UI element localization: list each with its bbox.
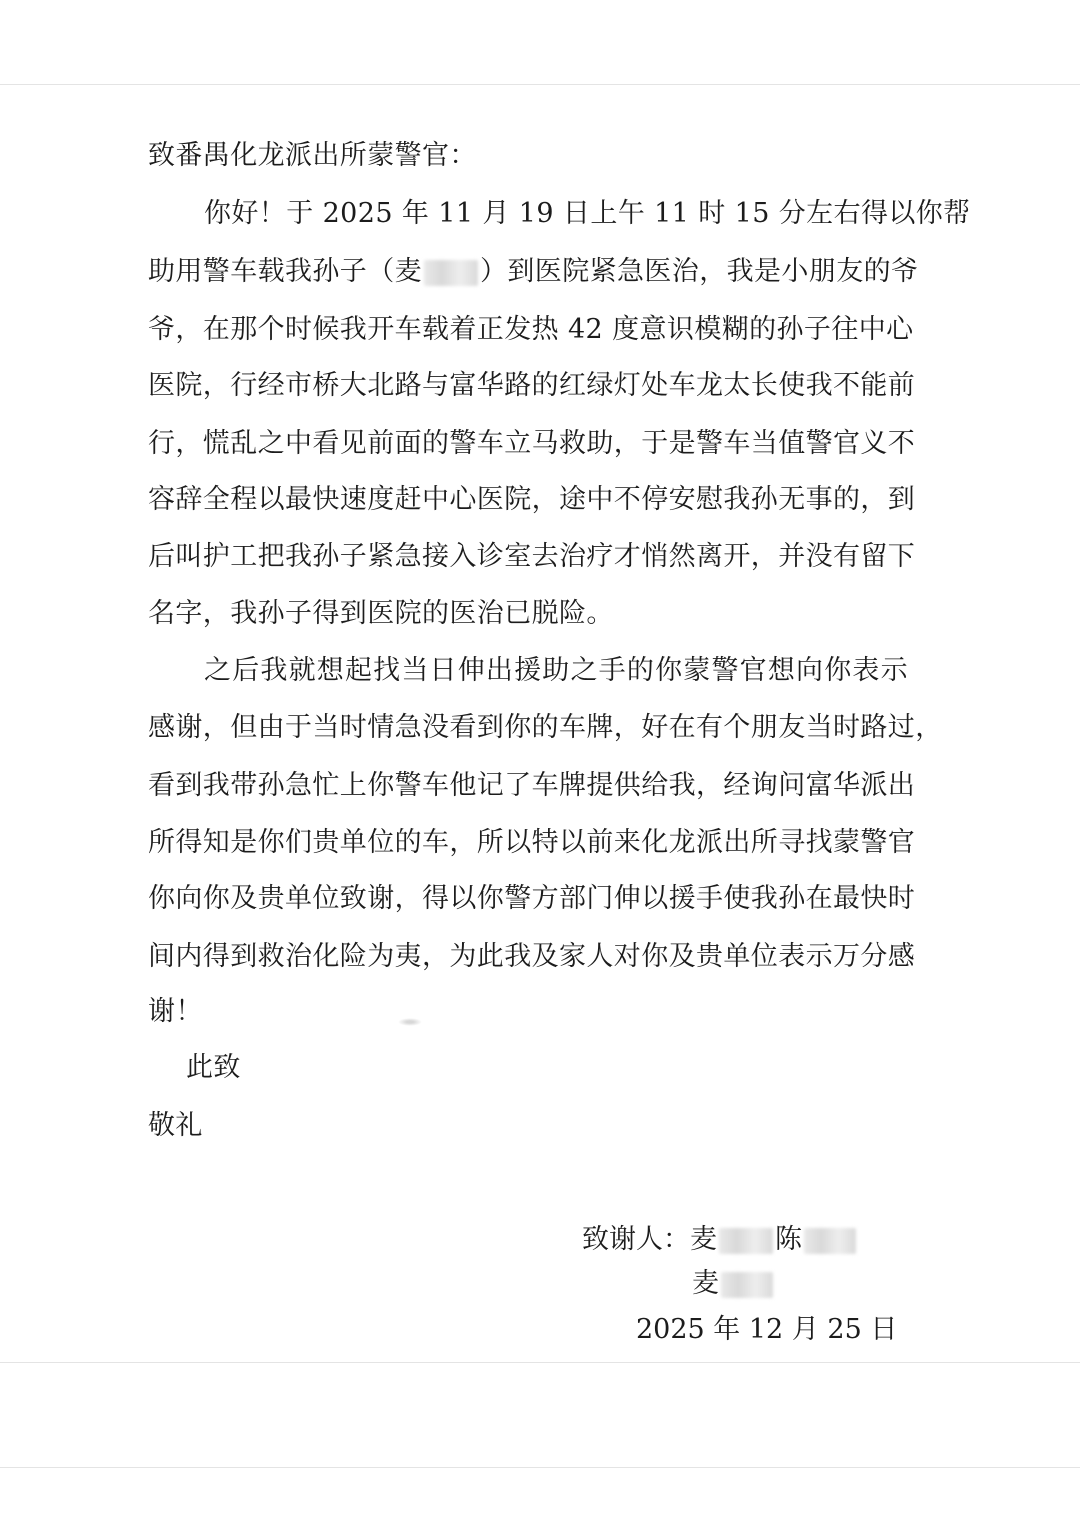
body-line: 之后我就想起找当日伸出援助之手的你蒙警官想向你表示	[204, 655, 908, 686]
redacted-name	[721, 1272, 773, 1298]
body-line: 后叫护工把我孙子紧急接入诊室去治疗才悄然离开，并没有留下	[148, 541, 916, 572]
body-line: 行，慌乱之中看见前面的警车立马救助，于是警车当值警官义不	[148, 428, 916, 459]
signer3-surname: 麦	[692, 1268, 719, 1299]
redacted-name	[719, 1228, 773, 1254]
closing-jingli: 敬礼	[148, 1110, 203, 1141]
signer-label: 致谢人：	[582, 1224, 690, 1255]
letter-date: 2025 年 12 月 25 日	[636, 1314, 898, 1345]
body-line: 你向你及贵单位致谢，得以你警方部门伸以援手使我孙在最快时	[148, 883, 916, 914]
scan-speck	[398, 1018, 422, 1026]
redacted-name	[424, 260, 478, 286]
scan-bottom-line	[0, 1362, 1080, 1363]
body-line: 感谢，但由于当时情急没看到你的车牌，好在有个朋友当时路过，	[148, 712, 943, 743]
scan-top-edge	[0, 84, 1080, 85]
body-text: 助用警车载我孙子（麦	[148, 256, 422, 287]
closing-cizhi: 此致	[186, 1052, 241, 1083]
body-line: 谢！	[148, 996, 203, 1027]
signer-line	[582, 1220, 858, 1260]
body-line: 所得知是你们贵单位的车，所以特以前来化龙派出所寻找蒙警官	[148, 827, 916, 858]
body-line: 看到我带孙急忙上你警车他记了车牌提供给我，经询问富华派出	[148, 770, 916, 801]
body-line: 容辞全程以最快速度赶中心医院，途中不停安慰我孙无事的，到	[148, 484, 916, 515]
body-text: ）到医院紧急医治，我是小朋友的爷	[480, 256, 919, 287]
body-line: 你好！于 2025 年 11 月 19 日上午 11 时 15 分左右得以你帮	[204, 198, 971, 229]
body-line: 爷，在那个时候我开车载着正发热 42 度意识模糊的孙子往中心	[148, 314, 914, 345]
body-line: 间内得到救治化险为夷，为此我及家人对你及贵单位表示万分感	[148, 941, 916, 972]
signer1-surname: 麦	[690, 1224, 717, 1255]
signer-line-2	[692, 1264, 775, 1304]
body-line: 医院，行经市桥大北路与富华路的红绿灯处车龙太长使我不能前	[148, 370, 916, 401]
scan-bottom-line-2	[0, 1467, 1080, 1468]
body-line	[148, 252, 919, 292]
salutation: 致番禺化龙派出所蒙警官：	[148, 140, 477, 171]
redacted-name	[804, 1228, 856, 1254]
signer2-surname: 陈	[775, 1224, 802, 1255]
body-line: 名字，我孙子得到医院的医治已脱险。	[148, 598, 614, 629]
